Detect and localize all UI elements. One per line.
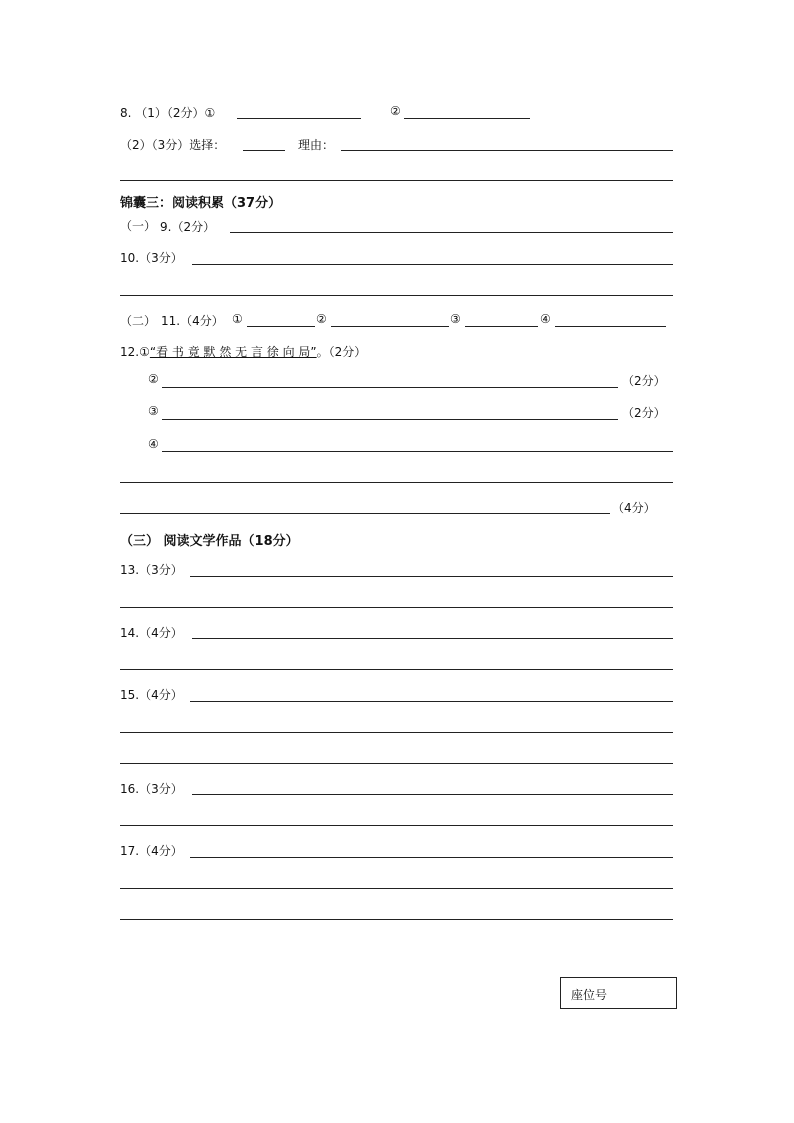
- q16-answer-line-2[interactable]: [120, 825, 673, 826]
- q17-label: 17.（4分）: [120, 844, 183, 858]
- q13-answer-line[interactable]: [190, 576, 673, 577]
- part2-label: （二）: [120, 314, 157, 328]
- q11-answer-line-1[interactable]: [247, 326, 315, 327]
- q8-reason-label: 理由：: [298, 138, 335, 152]
- q17-answer-line[interactable]: [190, 857, 673, 858]
- q10-answer-line[interactable]: [192, 264, 673, 265]
- q10-answer-line-2[interactable]: [120, 295, 673, 296]
- q12-score-2: （2分）: [622, 374, 666, 388]
- q12-score-3: （2分）: [622, 406, 666, 420]
- q8-reason-line-2[interactable]: [120, 180, 673, 181]
- q12-circle-2: ②: [148, 372, 159, 386]
- q12-circle-4: ④: [148, 437, 159, 451]
- section4-title: （三） 阅读文学作品（18分）: [120, 534, 299, 549]
- q12-score-1: 。（2分）: [316, 345, 367, 359]
- q12-answer-line-4[interactable]: [162, 451, 673, 452]
- q8-answer-line-1[interactable]: [237, 118, 361, 119]
- q11-mark-3: ③: [450, 312, 461, 326]
- q12-circle-3: ③: [148, 404, 159, 418]
- q12-quote: “看 书 竟 默 然 无 言 徐 向 局”: [149, 345, 317, 359]
- q11-mark-4: ④: [540, 312, 551, 326]
- q8-part2-label: （2）（3分）选择：: [120, 138, 226, 152]
- seat-number-label: 座位号: [571, 988, 608, 1002]
- q13-label: 13.（3分）: [120, 563, 183, 577]
- q15-label: 15.（4分）: [120, 688, 183, 702]
- q8-part1-label: 8. （1）（2分）①: [120, 106, 216, 120]
- q14-answer-line-2[interactable]: [120, 669, 673, 670]
- part1-label: （一）: [120, 219, 157, 233]
- q10-label: 10.（3分）: [120, 251, 183, 265]
- q12-answer-line-3[interactable]: [162, 419, 618, 420]
- q13-answer-line-2[interactable]: [120, 607, 673, 608]
- q11-label: 11.（4分）: [161, 314, 224, 328]
- q14-answer-line[interactable]: [192, 638, 673, 639]
- q11-mark-1: ①: [232, 312, 243, 326]
- seat-number-box[interactable]: [560, 977, 677, 1009]
- q14-label: 14.（4分）: [120, 626, 183, 640]
- q17-answer-line-3[interactable]: [120, 919, 673, 920]
- q8-circle-2: ②: [390, 104, 401, 118]
- q12-answer-line-5[interactable]: [120, 482, 673, 483]
- q16-answer-line[interactable]: [192, 794, 673, 795]
- q12-score-4: （4分）: [612, 501, 656, 515]
- q17-answer-line-2[interactable]: [120, 888, 673, 889]
- q12-answer-line-6[interactable]: [120, 513, 610, 514]
- q9-answer-line[interactable]: [230, 232, 673, 233]
- q15-answer-line-3[interactable]: [120, 763, 673, 764]
- q8-choice-line[interactable]: [243, 150, 285, 151]
- q11-answer-line-2[interactable]: [331, 326, 449, 327]
- q8-answer-line-2[interactable]: [404, 118, 530, 119]
- q11-mark-2: ②: [316, 312, 327, 326]
- q9-label: 9.（2分）: [160, 220, 216, 234]
- q12-circle-1: ①: [139, 345, 150, 359]
- q8-reason-line[interactable]: [341, 150, 673, 151]
- q15-answer-line-2[interactable]: [120, 732, 673, 733]
- q12-row1: [120, 343, 366, 360]
- section3-title: 锦囊三：阅读积累（37分）: [120, 196, 282, 211]
- q11-answer-line-3[interactable]: [465, 326, 538, 327]
- q15-answer-line[interactable]: [190, 701, 673, 702]
- q11-answer-line-4[interactable]: [555, 326, 666, 327]
- q16-label: 16.（3分）: [120, 782, 183, 796]
- q12-number: 12.: [120, 345, 140, 359]
- q12-answer-line-2[interactable]: [162, 387, 618, 388]
